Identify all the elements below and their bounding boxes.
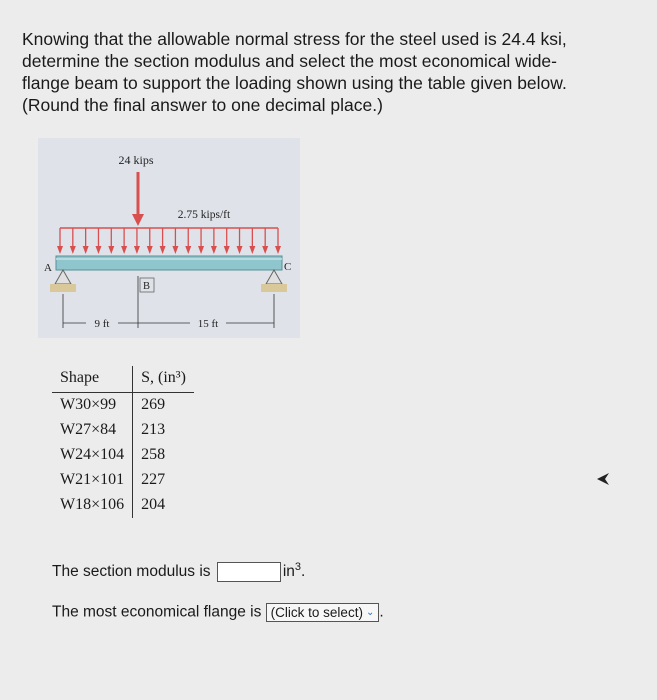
load-arrowhead (57, 246, 63, 254)
load-arrowhead (224, 246, 230, 254)
cell-s: 204 (141, 496, 166, 513)
distributed-load-arrows (57, 228, 281, 254)
table-row (52, 493, 194, 518)
beam-diagram (38, 138, 300, 338)
point-load-label: 24 kips (118, 153, 154, 167)
support-a (55, 270, 71, 284)
table-row (52, 418, 194, 443)
table-row (52, 468, 194, 493)
cell-shape: W30×99 (52, 393, 133, 419)
question-text (22, 28, 637, 116)
support-c (266, 270, 282, 284)
unit-period: . (301, 563, 306, 581)
load-arrowhead (198, 246, 204, 254)
load-arrowhead (95, 246, 101, 254)
flange-label: The most economical flange is (52, 603, 262, 621)
load-arrowhead (172, 246, 178, 254)
load-arrowhead (83, 246, 89, 254)
distributed-load-label: 2.75 kips/ft (177, 209, 231, 221)
cell-s: 213 (141, 421, 166, 438)
section-modulus-input[interactable] (217, 562, 281, 582)
header-section-modulus: S, (in³) (133, 366, 194, 393)
load-arrowhead (249, 246, 255, 254)
cell-shape: W24×104 (52, 443, 133, 468)
beam-figure (38, 138, 300, 338)
table-row (52, 443, 194, 468)
label-b: B (143, 281, 151, 292)
shapes-table (52, 366, 194, 518)
support-a-base (50, 284, 76, 292)
cell-s: 258 (141, 446, 166, 463)
load-arrowhead (262, 246, 268, 254)
cell-s: 269 (141, 396, 166, 413)
label-a: A (44, 262, 52, 274)
unit-label: in (282, 563, 295, 581)
section-modulus-answer (52, 561, 305, 582)
cell-shape: W21×101 (52, 468, 133, 493)
load-arrowhead (275, 246, 281, 254)
point-load-arrowhead (132, 214, 144, 226)
flange-select[interactable] (266, 603, 380, 622)
cell-shape: W18×106 (52, 493, 133, 518)
cell-s: 227 (141, 471, 166, 488)
load-arrowhead (134, 246, 140, 254)
load-arrowhead (211, 246, 217, 254)
support-c-base (261, 284, 287, 292)
load-arrowhead (237, 246, 243, 254)
mouse-pointer-icon (596, 472, 610, 486)
unit-exponent: 3 (294, 561, 302, 573)
beam (56, 256, 282, 270)
load-arrowhead (160, 246, 166, 254)
chevron-down-icon: ⌄ (365, 607, 375, 618)
label-c: C (284, 261, 292, 273)
load-arrowhead (70, 246, 76, 254)
load-arrowhead (121, 246, 127, 254)
cell-shape: W27×84 (52, 418, 133, 443)
flange-select-value: (Click to select) (270, 605, 363, 620)
flange-answer (52, 603, 384, 622)
load-arrowhead (108, 246, 114, 254)
header-shape: Shape (52, 366, 133, 393)
load-arrowhead (147, 246, 153, 254)
question-line: determine the section modulus and select the most economical wide- (22, 51, 557, 71)
table-header-row (52, 366, 194, 393)
dim-ab-label: 9 ft (94, 318, 110, 330)
table-row (52, 393, 194, 419)
question-line: Knowing that the allowable normal stress for the steel used is 24.4 ksi, (22, 29, 567, 49)
flange-period: . (379, 603, 384, 621)
load-arrowhead (185, 246, 191, 254)
question-line: flange beam to support the loading shown using the table given below. (22, 73, 567, 93)
question-line: (Round the final answer to one decimal place.) (22, 95, 383, 115)
dim-bc-label: 15 ft (197, 318, 219, 330)
section-modulus-label: The section modulus is (52, 563, 211, 581)
